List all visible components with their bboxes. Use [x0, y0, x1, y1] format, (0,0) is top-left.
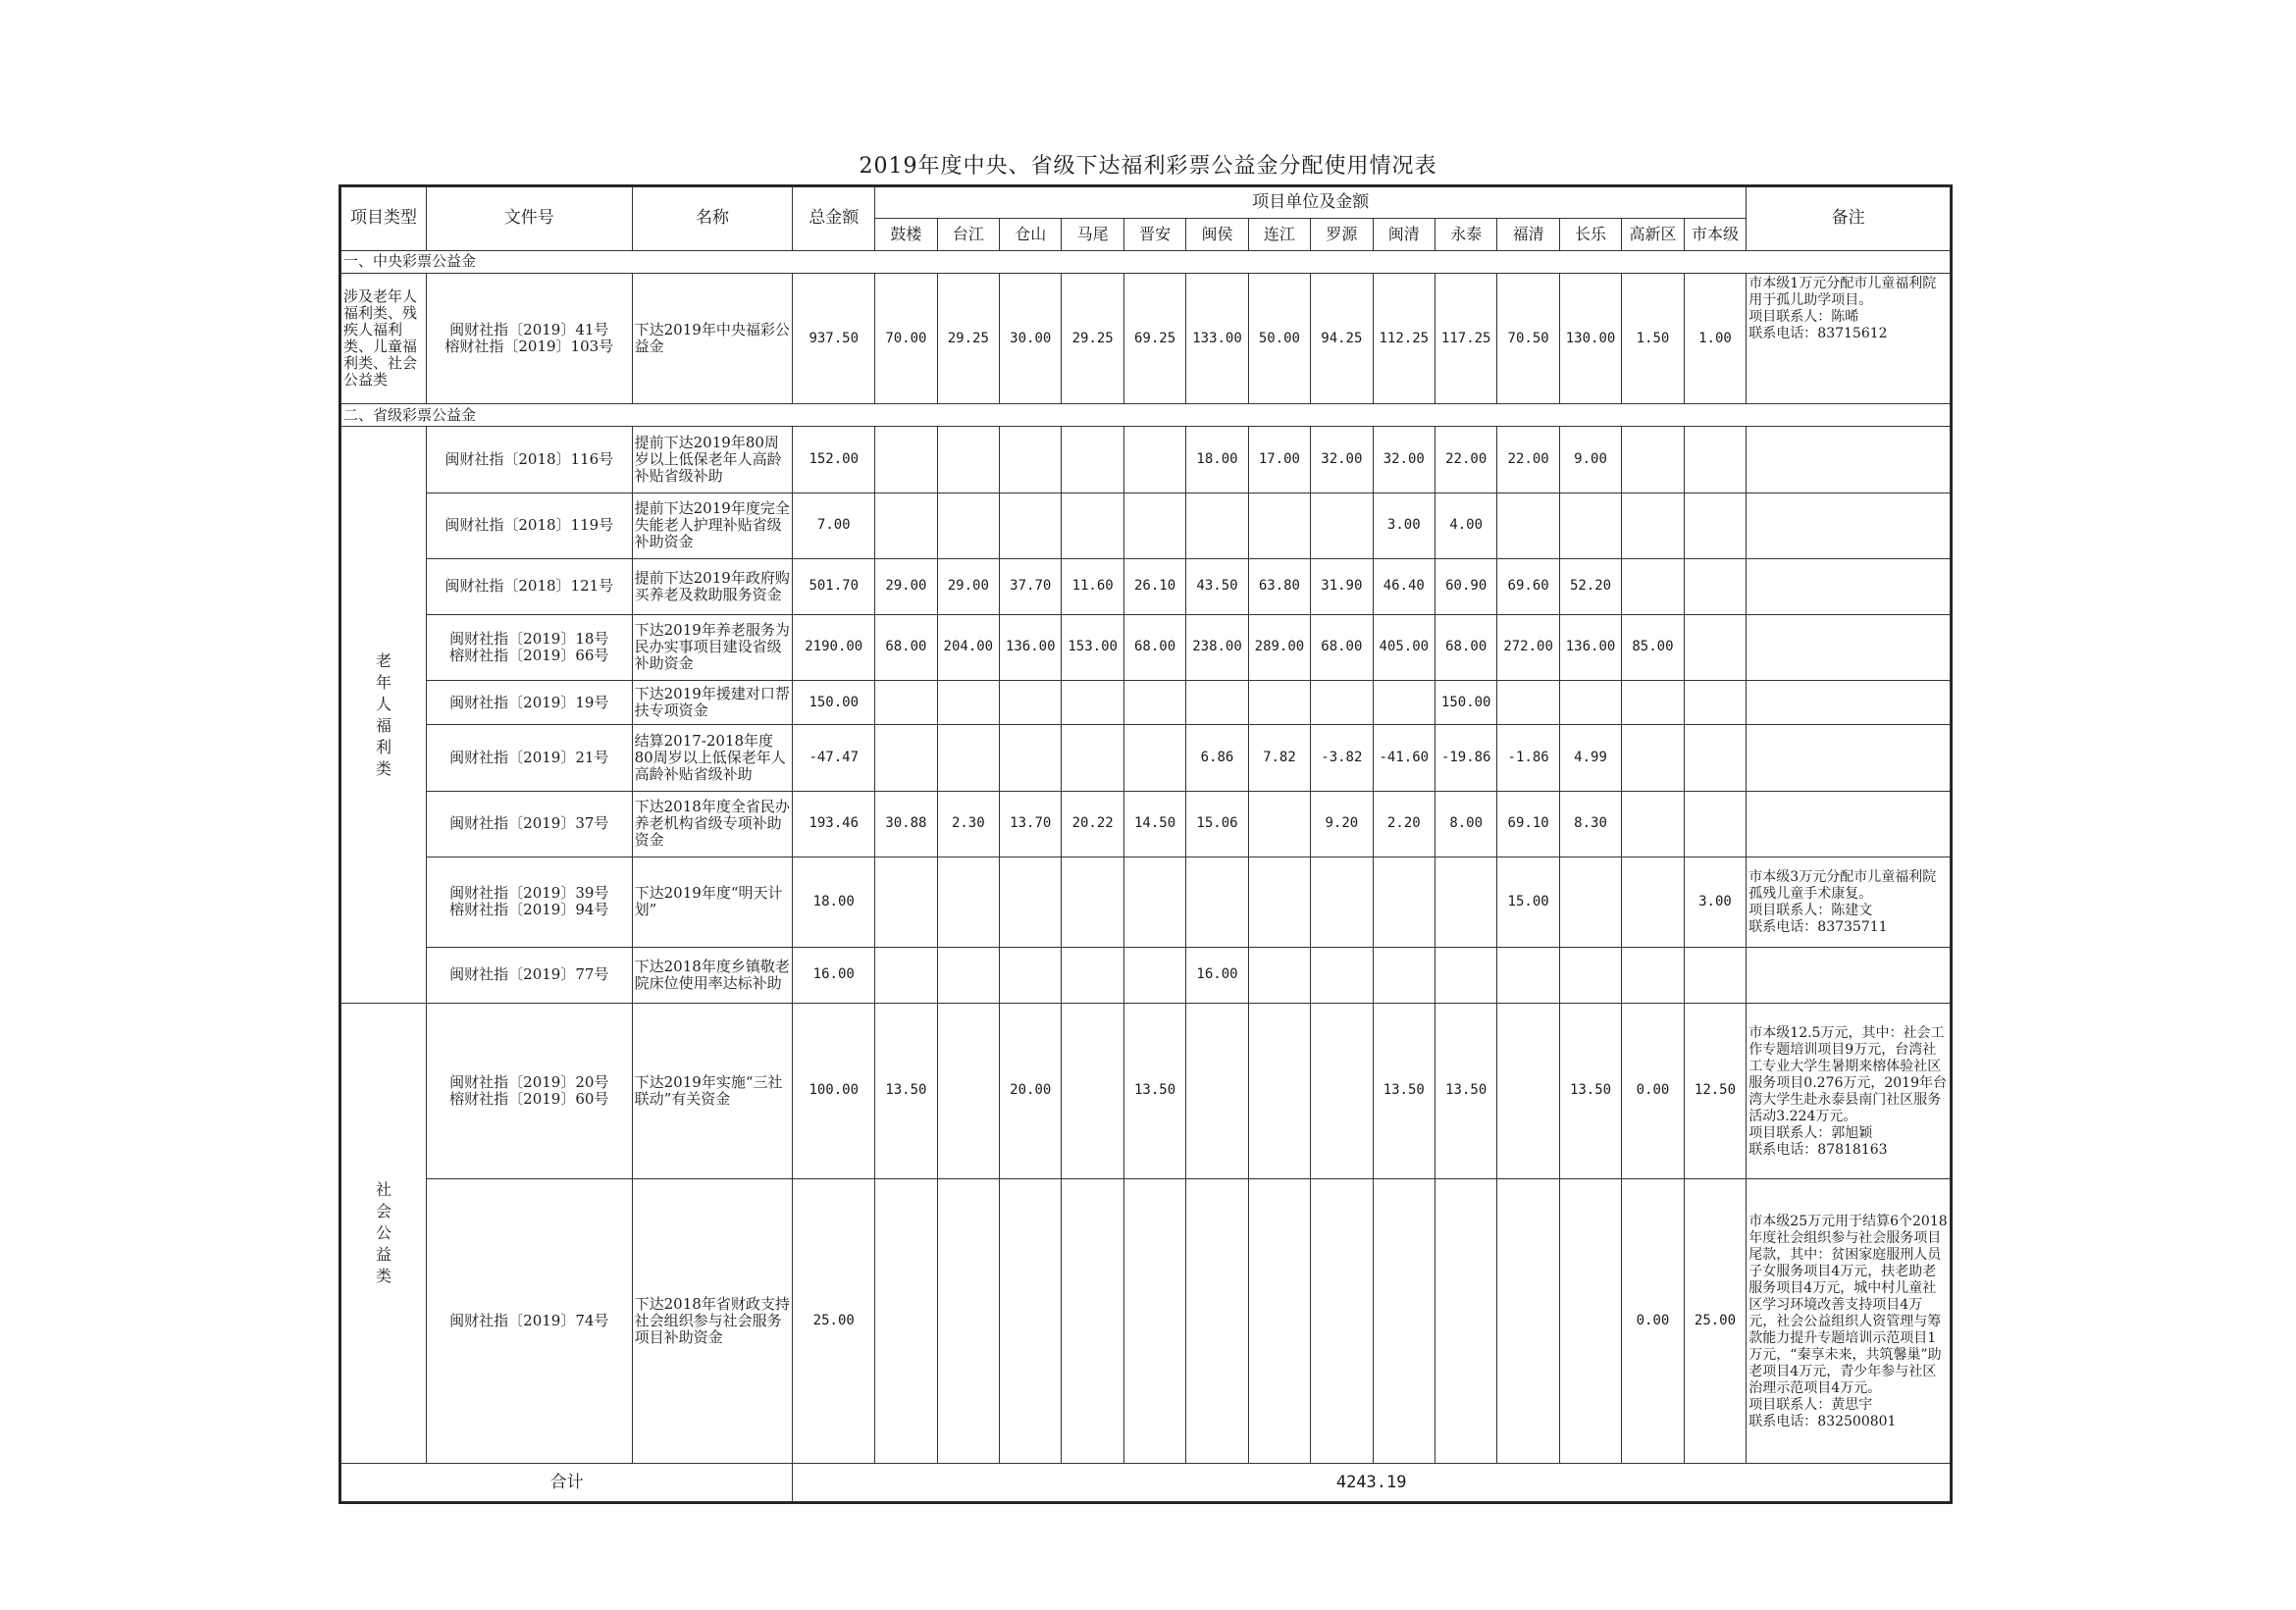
doc-no-line: 闽财社指〔2019〕37号: [449, 814, 609, 833]
unit-value-cell: [1186, 681, 1248, 725]
remark-line: 联系电话：83715612: [1748, 325, 1888, 341]
unit-value-cell: -19.86: [1435, 725, 1496, 791]
table-row: [341, 725, 1951, 791]
unit-value-cell: [1186, 493, 1248, 558]
unit-value-cell: [1062, 1003, 1123, 1179]
unit-value-cell: -1.86: [1497, 725, 1559, 791]
unit-value-cell: 12.50: [1684, 1003, 1747, 1179]
total-cell: 25.00: [793, 1179, 875, 1464]
header-unit: 罗源: [1311, 219, 1373, 250]
unit-value-cell: [1622, 493, 1684, 558]
total-cell: -47.47: [793, 725, 875, 791]
doc-no-line: 闽财社指〔2019〕39号: [449, 884, 609, 903]
unit-value-cell: 30.00: [1000, 273, 1062, 403]
section-row-provincial: [341, 404, 1951, 427]
doc-no-line: 闽财社指〔2019〕77号: [449, 965, 609, 984]
unit-value-cell: [1373, 1179, 1435, 1464]
unit-value-cell: [1435, 857, 1496, 947]
remark-line: 项目联系人：陈晞: [1748, 308, 1859, 325]
doc-no-cell: [426, 1003, 632, 1179]
unit-value-cell: 7.82: [1248, 725, 1310, 791]
unit-value-cell: [1062, 493, 1123, 558]
name-cell: 下达2018年度乡镇敬老院床位使用率达标补助: [632, 947, 793, 1003]
unit-value-cell: [1684, 725, 1747, 791]
unit-value-cell: [1684, 558, 1747, 614]
unit-value-cell: 153.00: [1062, 614, 1123, 680]
header-unit: 仓山: [1000, 219, 1062, 250]
doc-no-cell: [426, 947, 632, 1003]
remark-line: 联系电话：832500801: [1748, 1414, 1897, 1430]
unit-value-cell: 46.40: [1373, 558, 1435, 614]
header-unit: 闽侯: [1186, 219, 1248, 250]
unit-value-cell: 11.60: [1062, 558, 1123, 614]
table-row: [341, 493, 1951, 558]
total-cell: 150.00: [793, 681, 875, 725]
category-cell: 涉及老年人福利类、残疾人福利类、儿童福利类、社会公益类: [341, 273, 427, 403]
unit-value-cell: 405.00: [1373, 614, 1435, 680]
unit-value-cell: 289.00: [1248, 614, 1310, 680]
unit-value-cell: 29.25: [937, 273, 999, 403]
unit-value-cell: 150.00: [1435, 681, 1496, 725]
remark-cell: [1747, 493, 1951, 558]
doc-no-cell: [426, 493, 632, 558]
unit-value-cell: [1123, 1179, 1185, 1464]
doc-no-line: 闽财社指〔2019〕20号: [449, 1072, 609, 1091]
unit-value-cell: [1000, 947, 1062, 1003]
unit-value-cell: [1248, 947, 1310, 1003]
unit-value-cell: [1373, 947, 1435, 1003]
unit-value-cell: [1248, 493, 1310, 558]
unit-value-cell: 136.00: [1559, 614, 1621, 680]
total-cell: 18.00: [793, 857, 875, 947]
unit-value-cell: [1000, 1179, 1062, 1464]
unit-value-cell: -3.82: [1311, 725, 1373, 791]
doc-no-cell: [426, 681, 632, 725]
total-cell: 100.00: [793, 1003, 875, 1179]
unit-value-cell: 29.00: [875, 558, 937, 614]
unit-value-cell: [1622, 427, 1684, 493]
unit-value-cell: [1622, 681, 1684, 725]
unit-value-cell: [1311, 857, 1373, 947]
unit-value-cell: 60.90: [1435, 558, 1496, 614]
header-unit: 市本级: [1684, 219, 1747, 250]
unit-value-cell: [1435, 947, 1496, 1003]
header-unit: 永泰: [1435, 219, 1496, 250]
header-row-1: [341, 187, 1951, 219]
unit-value-cell: 68.00: [1435, 614, 1496, 680]
unit-value-cell: [1684, 427, 1747, 493]
unit-value-cell: 69.10: [1497, 791, 1559, 857]
unit-value-cell: 43.50: [1186, 558, 1248, 614]
unit-value-cell: [1497, 493, 1559, 558]
doc-no-cell: [426, 791, 632, 857]
unit-value-cell: [1497, 681, 1559, 725]
table-row: [341, 558, 1951, 614]
remark-cell: [1747, 725, 1951, 791]
doc-no-line: 榕财社指〔2019〕103号: [444, 338, 614, 356]
unit-value-cell: [1497, 1003, 1559, 1179]
total-cell: 937.50: [793, 273, 875, 403]
unit-value-cell: [875, 947, 937, 1003]
unit-value-cell: 3.00: [1373, 493, 1435, 558]
name-cell: 提前下达2019年政府购买养老及救助服务资金: [632, 558, 793, 614]
table-row: [341, 681, 1951, 725]
doc-no-cell: [426, 427, 632, 493]
total-cell: 7.00: [793, 493, 875, 558]
table-row: [341, 614, 1951, 680]
table-row: [341, 1003, 1951, 1179]
unit-value-cell: [1062, 1179, 1123, 1464]
total-value: 4243.19: [793, 1464, 1951, 1502]
remark-cell: [1747, 273, 1951, 403]
unit-value-cell: [1062, 681, 1123, 725]
unit-value-cell: 69.60: [1497, 558, 1559, 614]
name-cell: 下达2018年省财政支持社会组织参与社会服务项目补助资金: [632, 1179, 793, 1464]
doc-no-line: 榕财社指〔2019〕94号: [449, 901, 609, 919]
unit-value-cell: [1684, 791, 1747, 857]
unit-value-cell: [1435, 1179, 1496, 1464]
remark-line: 项目联系人：黄思宇: [1748, 1397, 1873, 1414]
unit-value-cell: [1559, 857, 1621, 947]
unit-value-cell: [1311, 947, 1373, 1003]
unit-value-cell: 238.00: [1186, 614, 1248, 680]
unit-value-cell: [1123, 725, 1185, 791]
header-unit: 连江: [1248, 219, 1310, 250]
doc-no-line: 闽财社指〔2018〕119号: [444, 516, 614, 535]
unit-value-cell: [937, 1179, 999, 1464]
unit-value-cell: [1311, 1179, 1373, 1464]
unit-value-cell: 15.00: [1497, 857, 1559, 947]
unit-value-cell: [1123, 427, 1185, 493]
unit-value-cell: [875, 427, 937, 493]
header-unit: 高新区: [1622, 219, 1684, 250]
table-row: [341, 791, 1951, 857]
unit-value-cell: 1.00: [1684, 273, 1747, 403]
doc-no-line: 闽财社指〔2019〕18号: [449, 629, 609, 648]
table-row: [341, 427, 1951, 493]
unit-value-cell: 3.00: [1684, 857, 1747, 947]
header-doc-no: 文件号: [426, 187, 632, 251]
unit-value-cell: 63.80: [1248, 558, 1310, 614]
remark-line: 项目联系人：陈建文: [1748, 903, 1873, 919]
total-cell: 152.00: [793, 427, 875, 493]
unit-value-cell: 68.00: [1311, 614, 1373, 680]
unit-value-cell: [1000, 857, 1062, 947]
header-unit: 晋安: [1123, 219, 1185, 250]
unit-value-cell: 31.90: [1311, 558, 1373, 614]
unit-value-cell: 13.70: [1000, 791, 1062, 857]
doc-no-line: 闽财社指〔2018〕121号: [444, 577, 614, 596]
unit-value-cell: [1062, 947, 1123, 1003]
unit-value-cell: 70.50: [1497, 273, 1559, 403]
unit-value-cell: 112.25: [1373, 273, 1435, 403]
unit-value-cell: 14.50: [1123, 791, 1185, 857]
unit-value-cell: 18.00: [1186, 427, 1248, 493]
remark-cell: [1747, 947, 1951, 1003]
table-row: [341, 273, 1951, 403]
remark-line: 联系电话：87818163: [1748, 1141, 1888, 1158]
name-cell: 下达2019年养老服务为民办实事项目建设省级补助资金: [632, 614, 793, 680]
header-unit: 马尾: [1062, 219, 1123, 250]
unit-value-cell: [1062, 427, 1123, 493]
remark-cell: [1747, 558, 1951, 614]
group-category-cell: [341, 427, 427, 1003]
header-unit: 台江: [937, 219, 999, 250]
unit-value-cell: [937, 947, 999, 1003]
unit-value-cell: [1622, 725, 1684, 791]
unit-value-cell: -41.60: [1373, 725, 1435, 791]
unit-value-cell: 85.00: [1622, 614, 1684, 680]
doc-no-cell: [426, 1179, 632, 1464]
unit-value-cell: 29.25: [1062, 273, 1123, 403]
unit-value-cell: [937, 1003, 999, 1179]
unit-value-cell: 4.00: [1435, 493, 1496, 558]
doc-no-line: 闽财社指〔2019〕19号: [449, 693, 609, 711]
unit-value-cell: 68.00: [1123, 614, 1185, 680]
unit-value-cell: [1062, 725, 1123, 791]
total-cell: 16.00: [793, 947, 875, 1003]
unit-value-cell: [1497, 947, 1559, 1003]
unit-value-cell: [1559, 681, 1621, 725]
remark-cell: [1747, 1179, 1951, 1464]
unit-value-cell: 17.00: [1248, 427, 1310, 493]
remark-cell: [1747, 1003, 1951, 1179]
unit-value-cell: 13.50: [875, 1003, 937, 1179]
unit-value-cell: [1000, 725, 1062, 791]
unit-value-cell: [1311, 681, 1373, 725]
unit-value-cell: 29.00: [937, 558, 999, 614]
total-label: 合计: [341, 1464, 793, 1502]
unit-value-cell: [1000, 493, 1062, 558]
unit-value-cell: [1186, 1003, 1248, 1179]
doc-no-cell: [426, 558, 632, 614]
unit-value-cell: 13.50: [1559, 1003, 1621, 1179]
unit-value-cell: [1373, 681, 1435, 725]
group-category-label: 社会公益类: [375, 1179, 391, 1285]
unit-value-cell: [1684, 681, 1747, 725]
unit-value-cell: [937, 681, 999, 725]
doc-no-cell: [426, 273, 632, 403]
section-row-central: [341, 250, 1951, 273]
unit-value-cell: 2.30: [937, 791, 999, 857]
group-category-label: 老年人福利类: [375, 650, 391, 778]
name-cell: 下达2019年中央福彩公益金: [632, 273, 793, 403]
total-cell: 193.46: [793, 791, 875, 857]
unit-value-cell: [1248, 791, 1310, 857]
unit-value-cell: 13.50: [1435, 1003, 1496, 1179]
unit-value-cell: 0.00: [1622, 1003, 1684, 1179]
table-row: [341, 857, 1951, 947]
remark-line: 市本级3万元分配市儿童福利院孤残儿童手术康复。: [1748, 869, 1937, 903]
unit-value-cell: 15.06: [1186, 791, 1248, 857]
unit-value-cell: [1311, 1003, 1373, 1179]
unit-value-cell: [937, 725, 999, 791]
doc-no-cell: [426, 614, 632, 680]
unit-value-cell: 8.00: [1435, 791, 1496, 857]
unit-value-cell: [1248, 681, 1310, 725]
unit-value-cell: 32.00: [1311, 427, 1373, 493]
page-title: 2019年度中央、省级下达福利彩票公益金分配使用情况表: [859, 154, 1437, 179]
unit-value-cell: [1622, 791, 1684, 857]
unit-value-cell: 1.50: [1622, 273, 1684, 403]
unit-value-cell: [875, 493, 937, 558]
name-cell: 下达2019年援建对口帮扶专项资金: [632, 681, 793, 725]
doc-no-line: 榕财社指〔2019〕60号: [449, 1089, 609, 1108]
doc-no-cell: [426, 857, 632, 947]
table-body: [341, 187, 1951, 1502]
unit-value-cell: [1248, 1003, 1310, 1179]
unit-value-cell: [1559, 493, 1621, 558]
unit-value-cell: 52.20: [1559, 558, 1621, 614]
unit-value-cell: 133.00: [1186, 273, 1248, 403]
name-cell: 下达2018年度全省民办养老机构省级专项补助资金: [632, 791, 793, 857]
unit-value-cell: 20.00: [1000, 1003, 1062, 1179]
unit-value-cell: [1186, 1179, 1248, 1464]
doc-no-cell: [426, 725, 632, 791]
unit-value-cell: 9.00: [1559, 427, 1621, 493]
unit-value-cell: 20.22: [1062, 791, 1123, 857]
unit-value-cell: 9.20: [1311, 791, 1373, 857]
unit-value-cell: [875, 857, 937, 947]
remark-line: 项目联系人：郭旭颖: [1748, 1124, 1873, 1141]
doc-no-line: 闽财社指〔2018〕116号: [444, 450, 614, 469]
unit-value-cell: [1559, 947, 1621, 1003]
header-unit: 鼓楼: [875, 219, 937, 250]
remark-cell: [1747, 614, 1951, 680]
unit-value-cell: 25.00: [1684, 1179, 1747, 1464]
unit-value-cell: [1123, 493, 1185, 558]
unit-value-cell: 13.50: [1123, 1003, 1185, 1179]
remark-line: 市本级12.5万元，其中：社会工作专题培训项目9万元，台湾社工专业大学生暑期来榕体验社区服务项目0.276万元，2019年台湾大学生赴永泰县南门社区服务活动3.224万元。: [1748, 1024, 1947, 1124]
header-remark: 备注: [1747, 187, 1951, 251]
unit-value-cell: 0.00: [1622, 1179, 1684, 1464]
unit-value-cell: 70.00: [875, 273, 937, 403]
header-total: 总金额: [793, 187, 875, 251]
allocation-table-wrapper: [339, 184, 1953, 1504]
header-unit: 福清: [1497, 219, 1559, 250]
unit-value-cell: [1123, 857, 1185, 947]
total-cell: 501.70: [793, 558, 875, 614]
unit-value-cell: [875, 1179, 937, 1464]
unit-value-cell: [937, 427, 999, 493]
table-row: [341, 1179, 1951, 1464]
remark-line: 市本级25万元用于结算6个2018年度社会组织参与社会服务项目尾款，其中：贫困家庭服刑人员子女服务项目4万元，扶老助老服务项目4万元，城中村儿童社区学习环境改善支持项目4万元，社会公益组织人资管理与筹款能力提升专题培训示范项目1万元，“秦享未来，共筑馨巢”助老项目4万元，青少年参与社区治理示范项目4万元。: [1748, 1214, 1948, 1397]
unit-value-cell: 136.00: [1000, 614, 1062, 680]
unit-value-cell: [1311, 493, 1373, 558]
name-cell: 提前下达2019年度完全失能老人护理补贴省级补助资金: [632, 493, 793, 558]
remark-line: 联系电话：83735711: [1748, 919, 1888, 936]
unit-value-cell: 50.00: [1248, 273, 1310, 403]
unit-value-cell: [1248, 1179, 1310, 1464]
doc-no-line: 闽财社指〔2019〕74号: [449, 1312, 609, 1330]
remark-cell: [1747, 791, 1951, 857]
unit-value-cell: [1497, 1179, 1559, 1464]
unit-value-cell: [875, 725, 937, 791]
unit-value-cell: 204.00: [937, 614, 999, 680]
unit-value-cell: [1622, 857, 1684, 947]
unit-value-cell: 26.10: [1123, 558, 1185, 614]
unit-value-cell: [1684, 493, 1747, 558]
unit-value-cell: 32.00: [1373, 427, 1435, 493]
section-label-provincial: 二、省级彩票公益金: [341, 404, 1951, 427]
name-cell: 提前下达2019年80周岁以上低保老年人高龄补贴省级补助: [632, 427, 793, 493]
header-unit: 闽清: [1373, 219, 1435, 250]
table-row: [341, 947, 1951, 1003]
unit-value-cell: [1373, 857, 1435, 947]
unit-value-cell: [1684, 614, 1747, 680]
doc-no-line: 闽财社指〔2019〕41号: [449, 321, 609, 339]
unit-value-cell: 37.70: [1000, 558, 1062, 614]
header-units-group: 项目单位及金额: [875, 187, 1747, 219]
unit-value-cell: [875, 681, 937, 725]
section-label-central: 一、中央彩票公益金: [341, 250, 1951, 273]
unit-value-cell: 13.50: [1373, 1003, 1435, 1179]
unit-value-cell: 22.00: [1435, 427, 1496, 493]
remark-cell: [1747, 427, 1951, 493]
unit-value-cell: 130.00: [1559, 273, 1621, 403]
unit-value-cell: 22.00: [1497, 427, 1559, 493]
doc-no-line: 闽财社指〔2019〕21号: [449, 748, 609, 766]
unit-value-cell: [937, 493, 999, 558]
unit-value-cell: [1622, 947, 1684, 1003]
unit-value-cell: [1622, 558, 1684, 614]
unit-value-cell: [1559, 1179, 1621, 1464]
unit-value-cell: [1248, 857, 1310, 947]
unit-value-cell: 68.00: [875, 614, 937, 680]
unit-value-cell: 69.25: [1123, 273, 1185, 403]
unit-value-cell: [937, 857, 999, 947]
unit-value-cell: 16.00: [1186, 947, 1248, 1003]
unit-value-cell: 94.25: [1311, 273, 1373, 403]
header-category: 项目类型: [341, 187, 427, 251]
allocation-table: [340, 186, 1951, 1502]
unit-value-cell: 6.86: [1186, 725, 1248, 791]
name-cell: 结算2017-2018年度80周岁以上低保老年人高龄补贴省级补助: [632, 725, 793, 791]
unit-value-cell: 8.30: [1559, 791, 1621, 857]
unit-value-cell: [1684, 947, 1747, 1003]
unit-value-cell: [1123, 947, 1185, 1003]
remark-line: 市本级1万元分配市儿童福利院用于孤儿助学项目。: [1748, 275, 1937, 308]
unit-value-cell: 2.20: [1373, 791, 1435, 857]
remark-cell: [1747, 681, 1951, 725]
unit-value-cell: [1000, 681, 1062, 725]
unit-value-cell: 117.25: [1435, 273, 1496, 403]
unit-value-cell: 30.88: [875, 791, 937, 857]
unit-value-cell: [1186, 857, 1248, 947]
doc-no-line: 榕财社指〔2019〕66号: [449, 646, 609, 664]
unit-value-cell: [1000, 427, 1062, 493]
name-cell: 下达2019年实施“三社联动”有关资金: [632, 1003, 793, 1179]
total-row: [341, 1464, 1951, 1502]
header-name: 名称: [632, 187, 793, 251]
total-cell: 2190.00: [793, 614, 875, 680]
unit-value-cell: [1123, 681, 1185, 725]
unit-value-cell: [1062, 857, 1123, 947]
name-cell: 下达2019年度“明天计划”: [632, 857, 793, 947]
header-unit: 长乐: [1559, 219, 1621, 250]
group-category-cell: [341, 1003, 427, 1464]
unit-value-cell: 272.00: [1497, 614, 1559, 680]
unit-value-cell: 4.99: [1559, 725, 1621, 791]
remark-cell: [1747, 857, 1951, 947]
